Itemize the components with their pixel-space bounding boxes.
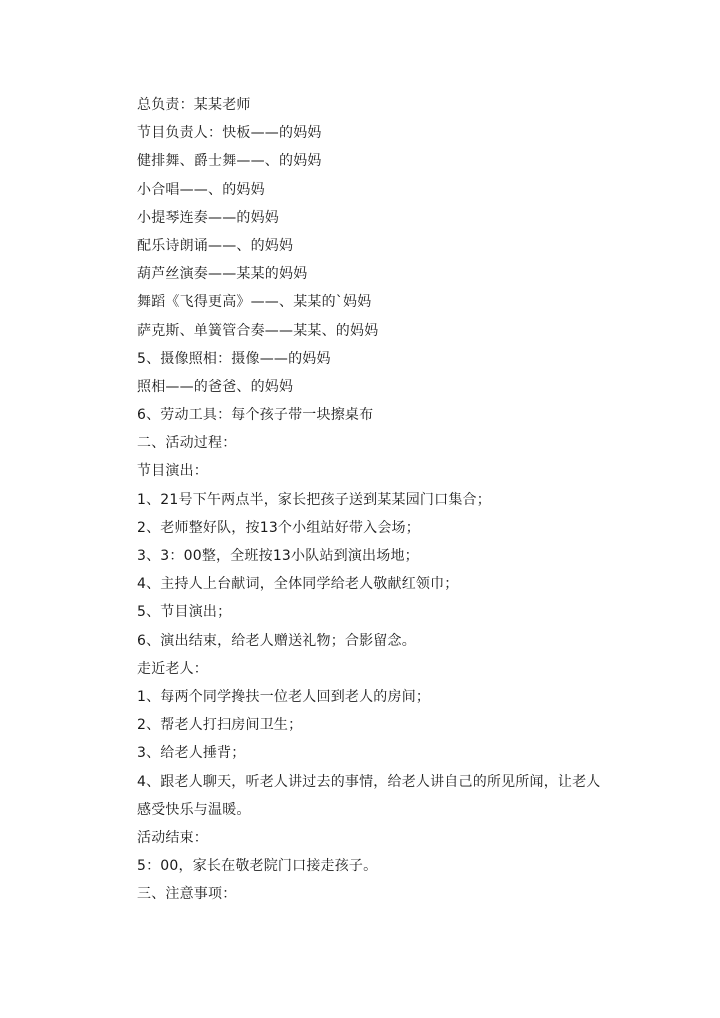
text-line: 健排舞、爵士舞——、的妈妈: [137, 153, 322, 170]
subsection-heading: 活动结束：: [137, 829, 208, 846]
text-line: 萨克斯、单簧管合奏——某某、的妈妈: [137, 322, 379, 339]
subsection-heading: 走近老人：: [137, 660, 208, 677]
section-heading: 三、注意事项：: [137, 886, 237, 903]
list-item: 2、老师整好队，按13个小组站好带入会场；: [137, 519, 420, 536]
document-body: [137, 91, 617, 908]
text-line: 葫芦丝演奏——某某的妈妈: [137, 266, 308, 283]
text-line: 节目负责人：快板——的妈妈: [137, 125, 322, 142]
text-line: 舞蹈《飞得更高》——、某某的`妈妈: [137, 294, 372, 311]
list-item: 4、主持人上台献词，全体同学给老人敬献红领巾；: [137, 576, 459, 593]
list-item: 2、帮老人打扫房间卫生；: [137, 717, 303, 734]
list-item: 6、演出结束，给老人赠送礼物；合影留念。: [137, 632, 416, 649]
text-line: 5：00，家长在敬老院门口接走孩子。: [137, 858, 378, 875]
subsection-heading: 节目演出：: [137, 463, 208, 480]
list-item-paragraph: 4、跟老人聊天，听老人讲过去的事情，给老人讲自己的所见所闻，让老人感受快乐与温暖。: [137, 773, 601, 818]
text-line: 配乐诗朗诵——、的妈妈: [137, 237, 294, 254]
list-item: 3、给老人捶背；: [137, 745, 246, 762]
list-item: 1、每两个同学搀扶一位老人回到老人的房间；: [137, 688, 431, 705]
list-item: 5、节目演出；: [137, 604, 232, 621]
text-line: 5、摄像照相：摄像——的妈妈: [137, 350, 331, 367]
text-line: 照相——的爸爸、的妈妈: [137, 378, 294, 395]
text-line: 小提琴连奏——的妈妈: [137, 209, 279, 226]
list-item: 1、21号下午两点半，家长把孩子送到某某园门口集合；: [137, 491, 491, 508]
text-line: 小合唱——、的妈妈: [137, 181, 265, 198]
text-line: 6、劳动工具：每个孩子带一块擦桌布: [137, 407, 374, 424]
text-line: 总负责：某某老师: [137, 97, 251, 113]
section-heading: 二、活动过程：: [137, 435, 237, 452]
list-item: 3、3：00整，全班按13小队站到演出场地；: [137, 548, 419, 564]
